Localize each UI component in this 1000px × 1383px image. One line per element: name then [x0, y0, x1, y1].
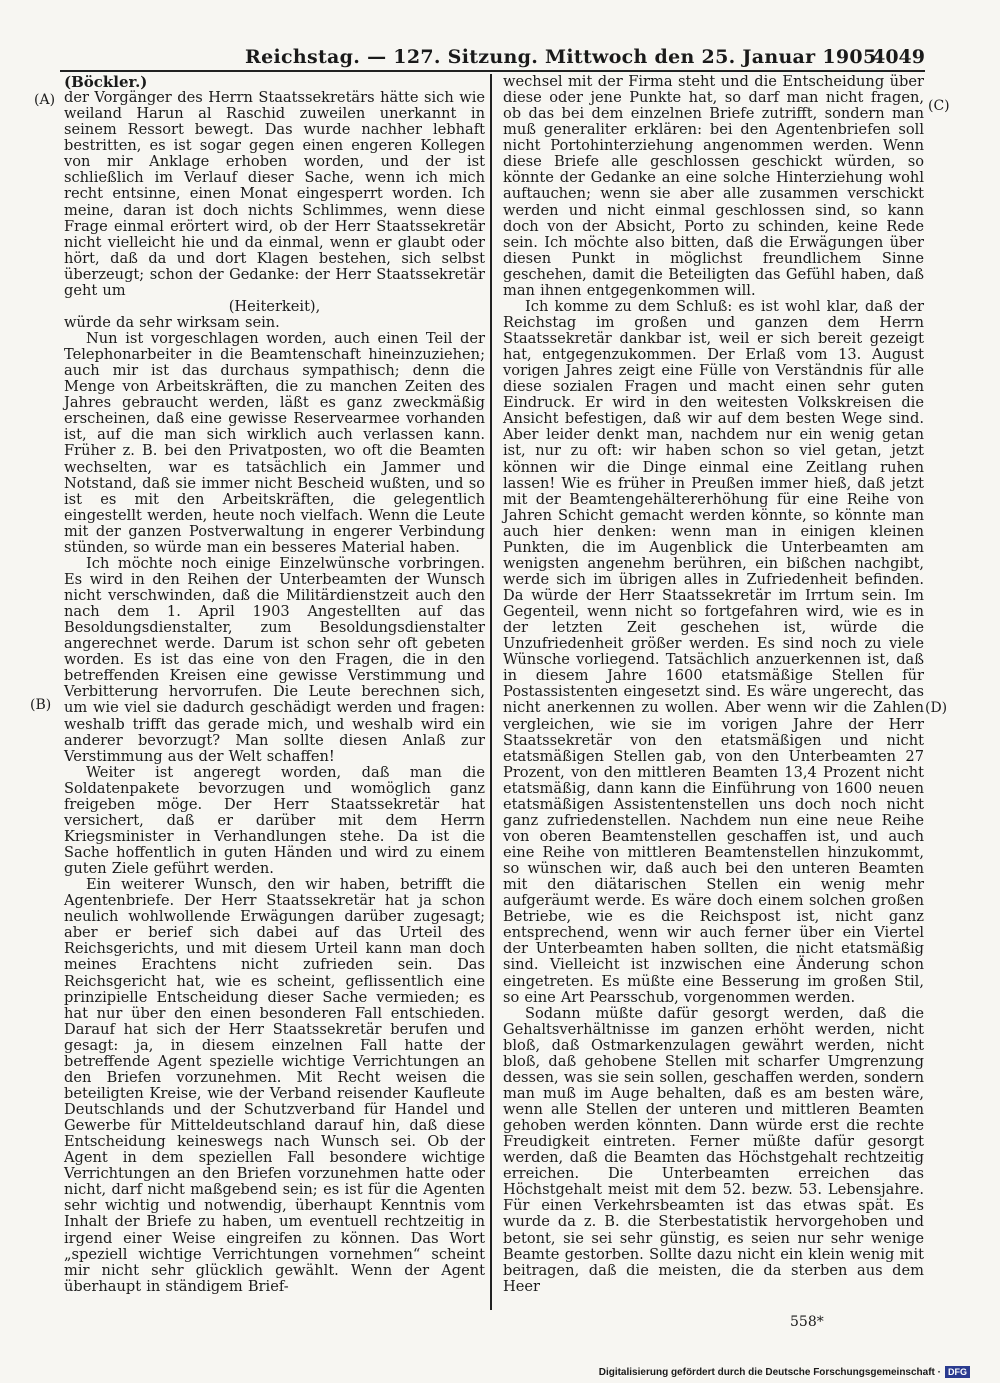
paragraph: Ein weiterer Wunsch, den wir haben, betrifft die Agentenbriefe. Der Herr Staatssekretär hat ja schon neulich wohlwollende Erwägungen darüber zugesagt; aber er berief sich dabei auf das Urteil des Reichsgerichts, und mit diesem Urteil kann man doch meines Erachtens nicht zufrieden sein. Das Reichsgericht hat, wie es scheint, geflissentlich eine prinzipielle Entscheidung dieser Sache vermieden; es hat nur über den einen besonderen Fall entschieden. Darauf hat sich der Herr Staatssekretär berufen und gesagt: ja, in diesem einzelnen Fall hatte der betreffende Agent spezielle wichtige Verrichtungen an den Briefen vorzunehmen. Mit Recht weisen die beteiligten Kreise, wie der Verband reisender Kaufleute Deutschlands und der Schutzverband für Handel und Gewerbe für Mitteldeutschland darauf hin, daß diese Entscheidung keineswegs nach Wunsch sei. Ob der Agent in dem speziellen Fall besondere wichtige Verrichtungen an den Briefen vorzunehmen hatte oder nicht, darf nicht maßgebend sein; es ist für die Agenten sehr wichtig und notwendig, überhaupt Kenntnis vom Inhalt der Briefe zu haben, um eventuell rechtzeitig in irgend einer Weise eingreifen zu können. Das Wort „speziell wichtige Verrichtungen vornehmen“ scheint mir nicht sehr glücklich gewählt. Wenn der Agent überhaupt in ständigem Brief-	[64, 876, 485, 1295]
paragraph: würde da sehr wirksam sein.	[64, 313, 280, 331]
sheet-signature: 558*	[790, 1314, 824, 1330]
header-title: Reichstag. — 127. Sitzung. Mittwoch den 25. Januar 1905.	[245, 46, 884, 68]
paragraph: Sodann müßte dafür gesorgt werden, daß die Gehaltsverhältnisse im ganzen erhöht werden, nicht bloß, daß Ostmarkenzulagen gewährt werden, nicht bloß, daß gehobene Stellen mit scharfer Umgrenzung dessen, was sie sein sollen, geschaffen werden, sondern man muß im Auge behalten, daß es am besten wäre, wenn alle Stellen der unteren und mittleren Beamten gehoben werden könnten. Dann würde erst die rechte Freudigkeit eintreten. Ferner müßte dafür gesorgt werden, daß die Beamten das Höchstgehalt rechtzeitig erreichen. Die Unterbeamten erreichen das Höchstgehalt meist mit dem 52. bezw. 53. Lebensjahre. Für einen Verkehrsbeamten ist das etwas spät. Es wurde da z. B. die Sterbestatistik hervorgehoben und betont, sie sei sehr günstig, es seien nur sehr wenige Beamte gestorben. Sollte dazu nicht ein klein wenig mit beitragen, daß die meisten, die da sterben aus dem Heer	[503, 1004, 924, 1295]
column-divider	[490, 74, 492, 1310]
margin-marker-c: (C)	[928, 98, 950, 114]
footer-text: Digitalisierung gefördert durch die Deutsche Forschungsgemeinschaft ·	[598, 1366, 941, 1378]
paragraph: wechsel mit der Firma steht und die Entscheidung über diese oder jene Punkte hat, so darf man nicht fragen, ob das bei dem einzelnen Briefe zutrifft, sondern man muß generaliter erklären: bei den Agentenbriefen soll nicht Portohinterziehung angenommen werden. Wenn diese Briefe alle geschlossen geschickt würden, so könnte der Gedanke an eine solche Hinterziehung wohl auftauchen; wenn sie aber alle zusammen verschickt werden und nicht einmal geschlossen sind, so kann doch von der Absicht, Porto zu schinden, keine Rede sein. Ich möchte also bitten, daß die Erwägungen über diesen Punkt in möglichst freundlichem Sinne geschehen, damit die Beteiligten das Gefühl haben, daß man ihnen entgegenkommen will.	[503, 73, 924, 299]
paragraph: Weiter ist angeregt worden, daß man die Soldatenpakete bevorzugen und womöglich ganz freigeben möge. Der Herr Staatssekretär hat versichert, daß er darüber mit dem Herrn Kriegsminister in Verhandlungen stehe. Da ist die Sache hoffentlich in guten Händen und wird zu einem guten Ziele geführt werden.	[64, 763, 485, 878]
margin-marker-d: (D)	[925, 700, 948, 716]
footer-credit	[599, 1366, 970, 1378]
margin-marker-b: (B)	[30, 697, 52, 713]
paragraph: Ich komme zu dem Schluß: es ist wohl klar, daß der Reichstag im großen und ganzen dem Herrn Staatssekretär dankbar ist, weil er sich bereit gezeigt hat, entgegenzukommen. Der Erlaß vom 13. August vorigen Jahres zeigt eine Fülle von Verständnis für alle diese sozialen Fragen und macht einen sehr guten Eindruck. Er wird in den weitesten Volkskreisen die Ansicht befestigen, daß wir auf dem besten Wege sind. Aber leider denkt man, nachdem nur ein wenig getan ist, nur zu oft: wir haben schon so viel getan, jetzt können wir die Dinge einmal eine Zeitlang ruhen lassen! Wie es früher in Preußen immer hieß, daß jetzt mit der Beamtengehältererhöhung für eine Reihe von Jahren Schicht gemacht werden könnte, so könnte man auch hier denken: wenn man in einigen kleinen Punkten, die im Augenblick die Unterbeamten am wenigsten angenehm berühren, ein bißchen nachgibt, werde sich im übrigen alles in Zufriedenheit befinden. Da würde der Herr Staatssekretär im Irrtum sein. Im Gegenteil, wenn nicht so fortgefahren wird, wie es in der letzten Zeit geschehen ist, würde die Unzufriedenheit größer werden. Es sind noch zu viele Wünsche vorliegend. Tatsächlich anzuerkennen ist, daß in diesem Jahre 1600 etatsmäßige Stellen für Postassistenten eingesetzt sind. Es wäre ungerecht, das nicht anerkennen zu wollen. Aber wenn wir die Zahlen vergleichen, wie sie im vorigen Jahre der Herr Staatssekretär von den etatsmäßigen und nicht etatsmäßigen Stellen gab, von den Unterbeamten 27 Prozent, von den mittleren Beamten 13,4 Prozent nicht etatsmäßig, dann kann die Einführung von 1600 neuen etatsmäßigen Assistentenstellen uns doch noch nicht ganz zufriedenstellen. Nachdem nun eine neue Reihe von oberen Beamtenstellen geschaffen ist, und auch eine Reihe von mittleren Beamtenstellen hinzukommt, so wünschen wir, daß auch bei den unteren Beamten mit den diätarischen Stellen ein wenig mehr aufgeräumt werde. Es wäre doch einem solchen großen Betriebe, wie es die Reichspost ist, nicht ganz entsprechend, wenn wir auch ferner über ein Viertel der Unterbeamten haben sollten, die nicht etatsmäßig sind. Vielleicht ist inzwischen eine Änderung schon eingetreten. Es müßte eine Besserung im großen Stil, so eine Art Pearsschub, vorgenommen werden.	[503, 297, 924, 1006]
speaker-name: (Böckler.)	[64, 73, 148, 91]
running-header	[60, 44, 925, 72]
paragraph: Nun ist vorgeschlagen worden, auch einen Teil der Telephonarbeiter in die Beamtenschaft hineinzuziehen; auch mir ist das durchaus sympathisch; denn die Menge von Arbeitskräften, die zu manchen Zeiten des Jahres gebraucht werden, läßt es ganz zweckmäßig erscheinen, daß eine gewisse Reservearmee vorhanden ist, auf die man sich wirklich auch verlassen kann. Früher z. B. bei den Privatposten, wo oft die Beamten wechselten, war es tatsächlich ein Jammer und Notstand, daß sie immer nicht Bescheid wußten, und so ist es mit den Arbeitskräften, die gelegentlich eingestellt werden, heute noch vielfach. Wenn die Leute mit der ganzen Postverwaltung in engerer Verbindung stünden, so würde man ein besseres Material haben.	[64, 330, 485, 556]
page-number: 4049	[872, 46, 925, 68]
left-column	[64, 74, 485, 1295]
margin-marker-a: (A)	[34, 92, 56, 108]
right-column	[503, 74, 924, 1295]
dfg-logo-icon: DFG	[945, 1366, 970, 1378]
paragraph: Ich möchte noch einige Einzelwünsche vorbringen. Es wird in den Reihen der Unterbeamten der Wunsch nicht verschwinden, daß die Militärdienstzeit auch den nach dem 1. April 1903 Angestellten auf das Besoldungsdienstalter, zum Besoldungsdienstalter angerechnet werde. Darum ist schon sehr oft gebeten worden. Es ist das eine von den Fragen, die in den betreffenden Kreisen eine gewisse Verstimmung und Verbitterung hervorrufen. Die Leute berechnen sich, um wie viel sie dadurch geschädigt werden und fragen: weshalb trifft das gerade mich, und weshalb wird ein anderer bevorzugt? Man sollte diesen Anlaß zur Verstimmung aus der Welt schaffen!	[64, 554, 485, 765]
paragraph: der Vorgänger des Herrn Staatssekretärs hätte sich wie weiland Harun al Raschid zuweilen unerkannt in seinem Ressort bewegt. Das wurde nachher lebhaft bestritten, es ist sogar gegen einen engeren Kollegen von mir Anklage erhoben worden, und der ist schließlich im Verlauf dieser Sache, wenn ich mich recht entsinne, einen Monat eingesperrt worden. Ich meine, daran ist doch nichts Schlimmes, wenn diese Frage einmal erörtert wird, ob der Herr Staatssekretär nicht vielleicht hie und da einmal, wenn er glaubt oder hört, daß da und dort Klagen bestehen, sich selbst überzeugt; schon der Gedanke: der Herr Staatssekretär geht um	[64, 89, 485, 299]
interjection: (Heiterkeit),	[228, 297, 321, 315]
